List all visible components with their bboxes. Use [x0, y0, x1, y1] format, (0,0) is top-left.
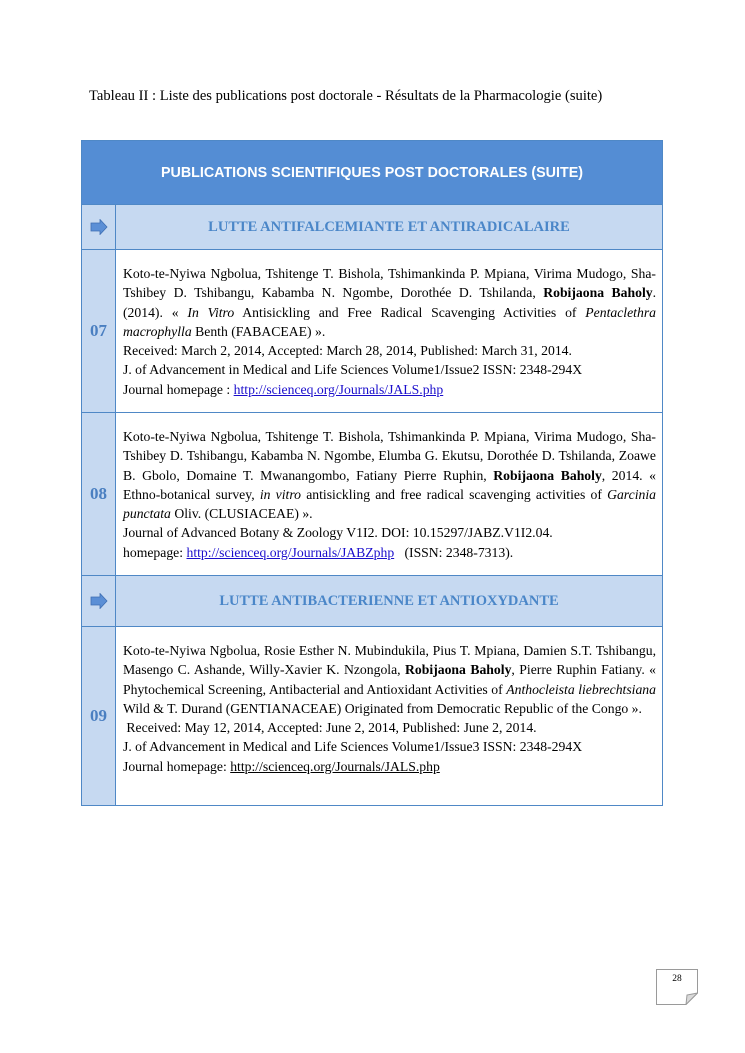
title-prefix: , 2014. « Ethno-botanical survey, [123, 467, 657, 502]
publication-number: 09 [82, 627, 116, 805]
title-middle: antisickling and free radical scavenging activities of [301, 486, 608, 502]
homepage [123, 543, 656, 562]
homepage [123, 757, 656, 776]
title-prefix: . (2014). « [123, 285, 657, 320]
journal: Journal of Advanced Botany & Zoology V1I2. DOI: 10.15297/JABZ.V1I2.04. [123, 525, 553, 541]
authors: Koto-te-Nyiwa Ngbolua, Tshitenge T. Bishola, Tshimankinda P. Mpiana, Virima Mudogo, Sha-Tshibey D. Tshibangu, Kabamba N. Ngombe, Dorothée D. Tshilanda, [123, 266, 656, 301]
section-marker [82, 576, 116, 626]
species-name: Anthocleista liebrechtsiana [506, 681, 656, 697]
species-name: Garcinia punctata [123, 486, 656, 522]
highlighted-author: Robijaona Baholy [493, 467, 602, 483]
homepage-link[interactable]: http://scienceq.org/Journals/JALS.php [230, 758, 440, 774]
table-header: PUBLICATIONS SCIENTIFIQUES POST DOCTORALES (SUITE) [82, 141, 662, 205]
page-number: 28 [672, 974, 682, 984]
title-suffix: Benth (FABACEAE) ». [191, 323, 326, 339]
publication-row [82, 627, 662, 805]
publications-table [81, 140, 663, 806]
section-title: LUTTE ANTIFALCEMIANTE ET ANTIRADICALAIRE [116, 205, 662, 249]
section-row [82, 576, 662, 627]
homepage-link[interactable]: http://scienceq.org/Journals/JALS.php [233, 381, 444, 397]
homepage-label: Journal homepage: [123, 758, 231, 774]
authors: Koto-te-Nyiwa Ngbolua, Rosie Esther N. Mubindukila, Pius T. Mpiana, Damien S.T. Tshibangu, Masengo C. Ashande, Willy-Xavier K. Nzongola, [123, 643, 656, 678]
dates: Received: March 2, 2014, Accepted: March 28, 2014, Published: March 31, 2014. [123, 343, 572, 359]
title-italic: in vitro [259, 486, 302, 502]
title-middle: Antisickling and Free Radical Scavenging Activities of [234, 304, 586, 320]
citation [123, 641, 656, 718]
title-suffix: Oliv. (CLUSIACEAE) ». [170, 506, 313, 522]
citation [123, 427, 656, 523]
publication-number: 07 [82, 250, 116, 412]
publication-number: 08 [82, 413, 116, 575]
publication-row [82, 413, 662, 576]
homepage-label: homepage: [123, 544, 187, 560]
section-row [82, 205, 662, 250]
page-number-box [656, 969, 698, 1005]
homepage-link[interactable]: http://scienceq.org/Journals/JABZphp [186, 544, 395, 560]
title-suffix: Wild & T. Durand (GENTIANACEAE) Originated from Democratic Republic of the Congo ». [123, 700, 642, 716]
title-italic: In Vitro [187, 304, 235, 320]
highlighted-author: Robijaona Baholy [405, 662, 512, 678]
publication-row [82, 250, 662, 413]
arrow-right-icon [90, 219, 108, 235]
issn: (ISSN: 2348-7313). [394, 544, 514, 560]
publication-details [116, 627, 662, 805]
publication-details [116, 413, 662, 575]
citation [123, 264, 656, 341]
authors: Koto-te-Nyiwa Ngbolua, Tshitenge T. Bishola, Tshimankinda P. Mpiana, Virima Mudogo, Sha-Tshibey D. Tshibangu, Kabamba N. Ngombe, Elumba G. Ekutsu, Dorothée D. Tshilanda, Zoawe B. Gbolo, Domaine T. Mwanangombo, Fatiany Pierre Ruphin, [123, 429, 656, 483]
species-name: Pentaclethra macrophylla [123, 304, 656, 339]
table-caption: Tableau II : Liste des publications post doctorale - Résultats de la Pharmacologie (suite) [89, 88, 603, 104]
arrow-right-icon [90, 593, 108, 609]
journal: J. of Advancement in Medical and Life Sciences Volume1/Issue2 ISSN: 2348-294X [123, 362, 583, 378]
highlighted-author: Robijaona Baholy [543, 285, 653, 301]
homepage [123, 380, 656, 399]
section-title: LUTTE ANTIBACTERIENNE ET ANTIOXYDANTE [116, 576, 662, 626]
section-marker [82, 205, 116, 249]
homepage-label: Journal homepage : [123, 381, 234, 397]
title-prefix: , Pierre Ruphin Fatiany. « Phytochemical Screening, Antibacterial and Antioxidant Activities of [123, 662, 657, 697]
dates: Received: May 12, 2014, Accepted: June 2, 2014, Published: June 2, 2014. [123, 720, 537, 736]
journal: J. of Advancement in Medical and Life Sciences Volume1/Issue3 ISSN: 2348-294X [123, 739, 583, 755]
publication-details [116, 250, 662, 412]
